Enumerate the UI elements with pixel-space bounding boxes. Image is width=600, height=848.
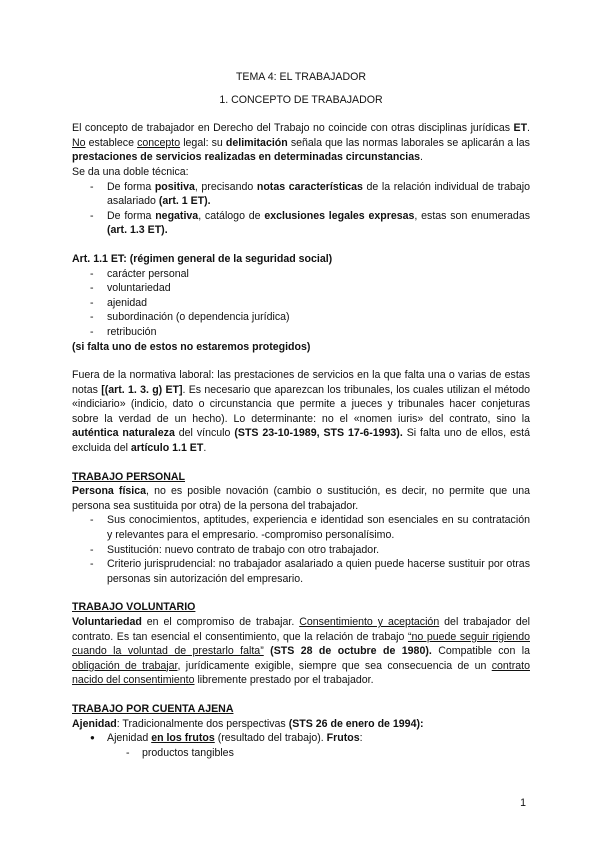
- voluntario-paragraph: Voluntariedad en el compromiso de trabajar. Consentimiento y aceptación del trabajador del contrato. Es tan esencial el consentimiento, que la relación de trabajo “no puede seguir rigiendo cuando la voluntad de prestarlo falta” (STS 28 de octubre de 1980). Compatible con la obligación de trabajar, jurídicamente exigible, siempre que sea consecuencia de un contrato nacido del consentimiento libremente prestado por el trabajador.: [72, 616, 531, 687]
- page-number: 1: [520, 797, 526, 809]
- nota-item: - carácter personal: [72, 267, 530, 282]
- fuera-paragraph: Fuera de la normativa laboral: las prestaciones de servicios en la que falta una o varias de estas notas [(art. 1. 3. g) ET]. Es necesario que aparezcan los tribunales, los cuales utilizan el método «indiciario» (indicio, dato o circunstancia que permite a jueces y tribunales hacer conjeturas sobre la verdad de un hecho). Lo determinante: no el «nomen iuris» del contrato, sino la auténtica naturaleza del vínculo (STS 23-10-1989, STS 17-6-1993). Si falta uno de ellos, está excluida del artículo 1.1 ET.: [72, 369, 530, 455]
- si-falta-note: (si falta uno de estos no estaremos protegidos): [72, 340, 311, 353]
- tecnica-negativa: - De forma negativa, catálogo de exclusiones legales expresas, estas son enumeradas (art. 1.3 ET).: [72, 209, 530, 238]
- personal-item: - Sus conocimientos, aptitudes, experiencia e identidad son esenciales en su contratación y relevantes para el empresario. -compromiso personalísimo.: [72, 513, 530, 542]
- section-title: 1. CONCEPTO DE TRABAJADOR: [219, 93, 383, 106]
- tecnica-positiva: - De forma positiva, precisando notas características de la relación individual de trabajo asalariado (art. 1 ET).: [72, 180, 530, 209]
- tecnica-list: [72, 180, 530, 238]
- nota-item: - subordinación (o dependencia jurídica): [72, 310, 530, 325]
- nota-item: - retribución: [72, 325, 530, 340]
- ajenidad-frutos-item: ● Ajenidad en los frutos (resultado del trabajo). Frutos:: [72, 731, 530, 746]
- frutos-item: - productos tangibles: [72, 746, 530, 761]
- document-title: TEMA 4: EL TRABAJADOR: [235, 71, 367, 83]
- personal-item: - Criterio jurisprudencial: no trabajador asalariado a quien puede hacerse sustituir por otras personas sin autorización del empresario.: [72, 557, 530, 586]
- ajenidad-list: [72, 731, 530, 746]
- art11-heading: Art. 1.1 ET: (régimen general de la seguridad social): [72, 252, 333, 265]
- personal-list: [72, 513, 530, 586]
- frutos-sublist: [72, 746, 530, 761]
- nota-item: - voluntariedad: [72, 281, 530, 296]
- intro-paragraph: El concepto de trabajador en Derecho del Trabajo no coincide con otras disciplinas jurídicas ET. No establece concepto legal: su delimitación señala que las normas laborales se aplicarán a las prestaciones de servicios realizadas en determinadas circunstancias.: [72, 122, 530, 164]
- ajenidad-line: Ajenidad: Tradicionalmente dos perspectivas (STS 26 de enero de 1994):: [72, 717, 424, 730]
- trabajo-personal-heading: TRABAJO PERSONAL: [72, 470, 186, 483]
- personal-item: - Sustitución: nuevo contrato de trabajo con otro trabajador.: [72, 543, 530, 558]
- notas-list: [72, 267, 530, 340]
- doble-tecnica-line: Se da una doble técnica:: [72, 165, 189, 178]
- personal-paragraph: Persona física, no es posible novación (cambio o sustitución, es decir, no permite que una persona sea sustituida por otra) de la persona del trabajador.: [72, 485, 530, 512]
- page-content: [72, 70, 530, 760]
- trabajo-voluntario-heading: TRABAJO VOLUNTARIO: [72, 601, 196, 614]
- nota-item: - ajenidad: [72, 296, 530, 311]
- trabajo-ajena-heading: TRABAJO POR CUENTA AJENA: [72, 702, 234, 715]
